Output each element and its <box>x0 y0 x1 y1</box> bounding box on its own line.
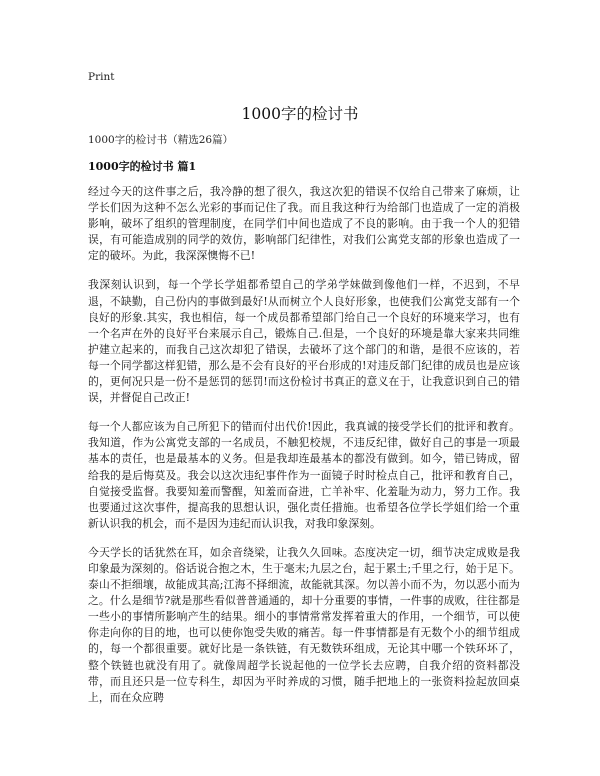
paragraph-3: 每一个人都应该为自己所犯下的错而付出代价!因此，我真诚的接受学长们的批评和教育。我知道，作为公寓党支部的一名成员，不触犯校规，不违反纪律，做好自己的事是一项最基本的责任，也是最基本的义务。但是我却连最基本的都没有做到。如今，错已铸成，留给我的是后悔莫及。我会以这次违纪事件作为一面镜子时时检点自己，批评和教育自己，自觉接受监督。我要知羞而警醒，知羞而奋进，亡羊补牢、化羞耻为动力，努力工作。我也要通过这次事件，提高我的思想认识，强化责任措施。也希望各位学长学姐们给一个重新认识我的机会，而不是因为违纪而认识我，对我印象深刻。 <box>88 420 520 530</box>
print-link[interactable]: Print <box>88 71 115 83</box>
paragraph-2: 我深刻认识到，每一个学长学姐都希望自己的学弟学妹做到像他们一样，不迟到，不早退，不缺勤，自己份内的事做到最好!从而树立个人良好形象，也使我们公寓党支部有一个良好的形象.其实，我也相信，每一个成员都希望部门给自己一个良好的环境来学习，也有一个名声在外的良好平台来展示自己，锻炼自己.但是，一个良好的环境是靠大家来共同维护建立起来的，而我自己这次却犯了错误，去破坏了这个部门的和谐，是很不应该的，若每一个同学都这样犯错，那么是不会有良好的平台形成的!对违反部门纪律的成员也是应该的，更何况只是一份不是惩罚的惩罚!而这份检讨书真正的意义在于，让我意识到自己的错误，并督促自己改正! <box>88 278 520 405</box>
section-heading: 1000字的检讨书 篇1 <box>88 160 197 173</box>
document-body <box>88 184 520 719</box>
page-title: 1000字的检讨书 <box>241 105 359 123</box>
paragraph-1: 经过今天的这件事之后，我冷静的想了很久，我这次犯的错误不仅给自己带来了麻烦，让学长们因为这种不怎么光彩的事而记住了我。而且我这种行为给部门也造成了一定的消极影响，破坏了组织的管理制度，在同学们中间也造成了不良的影响。由于我一个人的犯错误，有可能造成别的同学的效仿，影响部门纪律性，对我们公寓党支部的形象也造成了一定的破坏。为此，我深深懊悔不已! <box>88 185 520 263</box>
document-subtitle: 1000字的检讨书（精选26篇） <box>88 134 234 146</box>
paragraph-4: 今天学长的话犹然在耳，如余音绕梁，让我久久回味。态度决定一切，细节决定成败是我印象最为深刻的。俗话说合抱之木，生于毫末;九层之台，起于累土;千里之行，始于足下。泰山不拒细壤，故能成其高;江海不择细流，故能就其深。勿以善小而不为，勿以恶小而为之。什么是细节?就是那些看似普普通通的，却十分重要的事情，一件事的成败，往往都是一些小的事情所影响产生的结果。细小的事情常常发挥着重大的作用，一个细节，可以使你走向你的目的地，也可以使你饱受失败的痛苦。每一件事情都是有无数个小的细节组成的，每一个都很重要。就好比是一条铁链，有无数铁环组成，无论其中哪一个铁环坏了，整个铁链也就没有用了。就像周超学长说起他的一位学长去应聘，自我介绍的资料都没带，而且还只是一位专科生，却因为平时养成的习惯，随手把地上的一张资料捡起放回桌上，而在众应聘 <box>88 545 520 704</box>
